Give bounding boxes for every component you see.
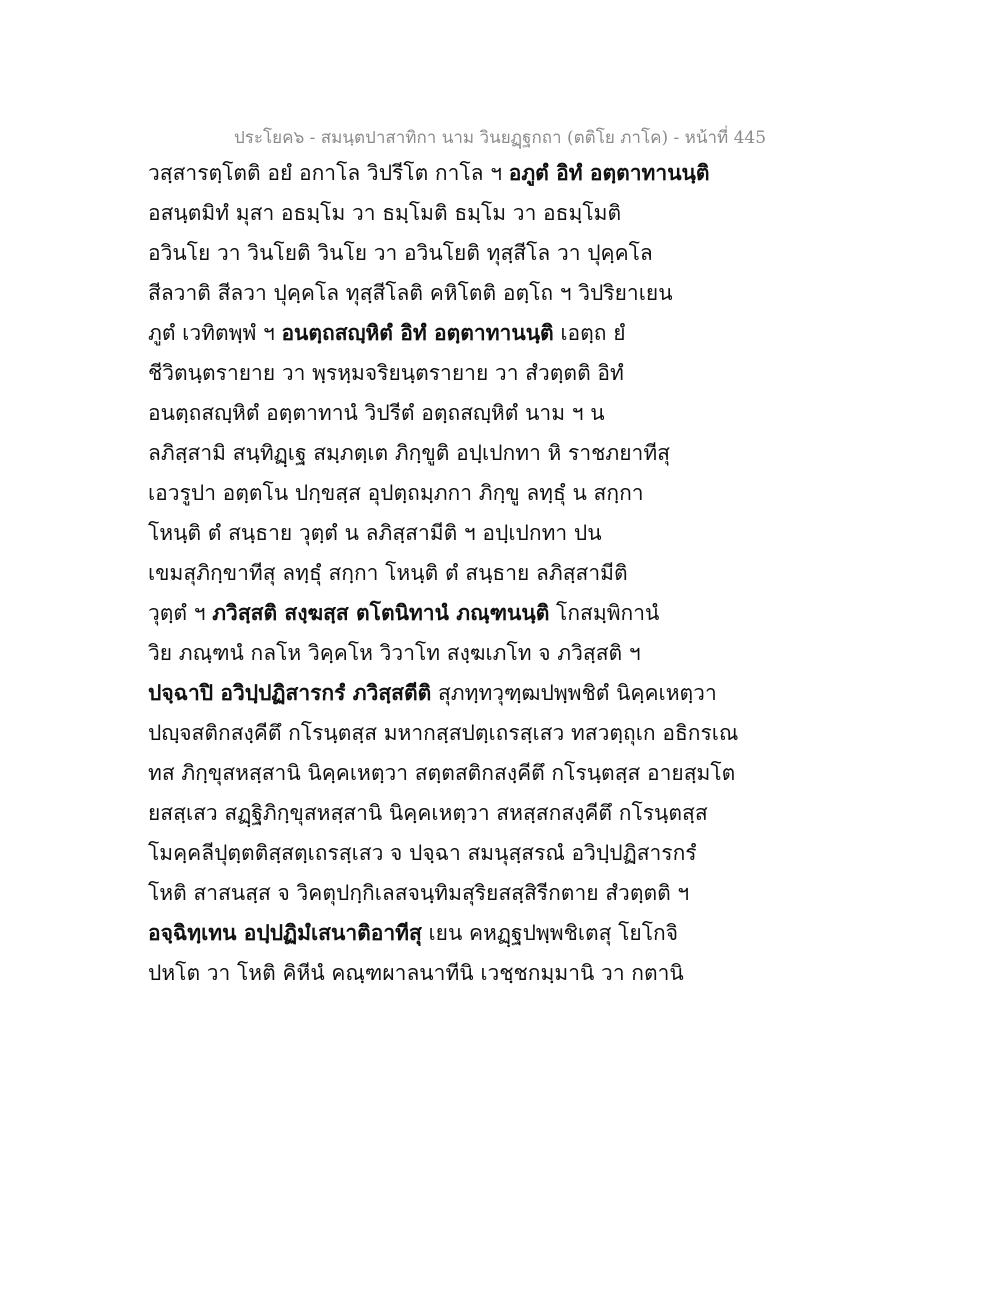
text-segment: วสฺสารตฺโตติ อยํ อกาโล วิปรีโต กาโล ฯ [148, 161, 509, 185]
running-header [0, 124, 1000, 151]
text-line [148, 273, 858, 313]
text-segment: เอวรูปา อตฺตโน ปกฺขสฺส อุปตฺถมฺภกา ภิกฺขู ลทฺธุํ น สกฺกา [148, 481, 644, 505]
text-line [148, 673, 858, 713]
text-segment: อนตฺถสญฺหิตํ อตฺตาทานํ วิปรีตํ อตฺถสญฺหิตํ นาม ฯ น [148, 401, 605, 425]
body-text [148, 153, 858, 993]
text-line [148, 793, 858, 833]
text-line [148, 313, 858, 353]
text-line [148, 553, 858, 593]
bold-lemma: ปจฺฉาปิ อวิปฺปฏิสารกรํ ภวิสฺสตีติ [148, 680, 432, 705]
text-segment: วุตฺตํ ฯ [148, 601, 213, 625]
text-line [148, 593, 858, 633]
text-segment: โมคฺคลีปุตฺตติสฺสตฺเถรสฺเสว จ ปจฺฉา สมนุสฺสรณํ อวิปฺปฏิสารกรํ [148, 841, 697, 865]
text-line [148, 513, 858, 553]
text-segment: โหนฺติ ตํ สนฺธาย วุตฺตํ น ลภิสฺสามีติ ฯ อปฺเปกทา ปน [148, 521, 602, 545]
running-header-text: ประโยค๖ - สมนฺตปาสาทิกา นาม วินยฏฺฐกถา (ตติโย ภาโค) - หน้าที่ 445 [233, 128, 767, 148]
text-line [148, 713, 858, 753]
text-segment: ปญฺจสติกสงฺคีตึ กโรนฺตสฺส มหากสฺสปตฺเถรสฺเสว ทสวตฺถุเก อธิกรเณ [148, 721, 739, 745]
text-line [148, 153, 858, 193]
text-line [148, 473, 858, 513]
text-segment: สีลวาติ สีลวา ปุคฺคโล ทุสฺสีโลติ คหิโตติ อตฺโถ ฯ วิปริยาเยน [148, 281, 673, 305]
bold-lemma: อจฺฉิทฺเทน อปฺปฏิมํเสนาติอาทีสุ [148, 920, 422, 945]
bold-lemma: ภวิสฺสติ สงฺฆสฺส ตโตนิทานํ ภณฺฑนนฺติ [212, 600, 550, 625]
text-segment: เอตฺถ ยํ [553, 321, 626, 345]
text-segment: อวินโย วา วินโยติ วินโย วา อวินโยติ ทุสฺสีโล วา ปุคฺคโล [148, 241, 653, 265]
text-segment: ลภิสฺสามิ สนฺทิฏฺเฐ สมฺภตฺเต ภิกฺขูติ อปฺเปกทา หิ ราชภยาทีสุ [148, 441, 670, 465]
text-line [148, 353, 858, 393]
text-segment: ยสสฺเสว สฏฺฐิภิกฺขุสหสฺสานิ นิคฺคเหตฺวา สหสฺสกสงฺคีตึ กโรนฺตสฺส [148, 801, 708, 825]
text-line [148, 913, 858, 953]
text-segment: ชีวิตนฺตรายาย วา พฺรหฺมจริยนฺตรายาย วา สํวตฺตติ อิทํ [148, 361, 624, 385]
text-line [148, 393, 858, 433]
text-segment: สุภทฺทวุฑฺฒปพฺพชิตํ นิคฺคเหตฺวา [431, 681, 717, 705]
text-segment: วิย ภณฺฑนํ กลโห วิคฺคโห วิวาโท สงฺฆเภโท จ ภวิสฺสติ ฯ [148, 641, 641, 665]
text-segment: ปหโต วา โหติ คิหีนํ คณฺฑผาลนาทีนิ เวชฺชกมฺมานิ วา กตานิ [148, 961, 684, 985]
text-line [148, 873, 858, 913]
text-line [148, 433, 858, 473]
text-line [148, 193, 858, 233]
text-line [148, 233, 858, 273]
text-line [148, 953, 858, 993]
text-segment: ภูตํ เวทิตพฺพํ ฯ [148, 321, 282, 345]
text-segment: เขมสุภิกฺขาทีสุ ลทฺธุํ สกฺกา โหนฺติ ตํ สนฺธาย ลภิสฺสามีติ [148, 561, 628, 585]
bold-lemma: อภูตํ อิทํ อตฺตาทานนฺติ [508, 160, 710, 185]
text-segment: โหติ สาสนสฺส จ วิคตุปกฺกิเลสจนฺทิมสุริยสสฺสิรีกตาย สํวตฺตติ ฯ [148, 881, 690, 905]
text-line [148, 753, 858, 793]
text-segment: ทส ภิกฺขุสหสฺสานิ นิคฺคเหตฺวา สตฺตสติกสงฺคีตึ กโรนฺตสฺส อายสฺมโต [148, 761, 736, 785]
text-segment: อสนฺตมิทํ มุสา อธมฺโม วา ธมฺโมติ ธมฺโม วา อธมฺโมติ [148, 201, 622, 225]
text-segment: เยน คหฏฺฐปพฺพชิเตสุ โยโกจิ [421, 921, 679, 945]
text-line [148, 633, 858, 673]
bold-lemma: อนตฺถสญฺหิตํ อิทํ อตฺตาทานนฺติ [281, 320, 554, 345]
text-segment: โกสมฺพิกานํ [549, 601, 660, 625]
text-line [148, 833, 858, 873]
